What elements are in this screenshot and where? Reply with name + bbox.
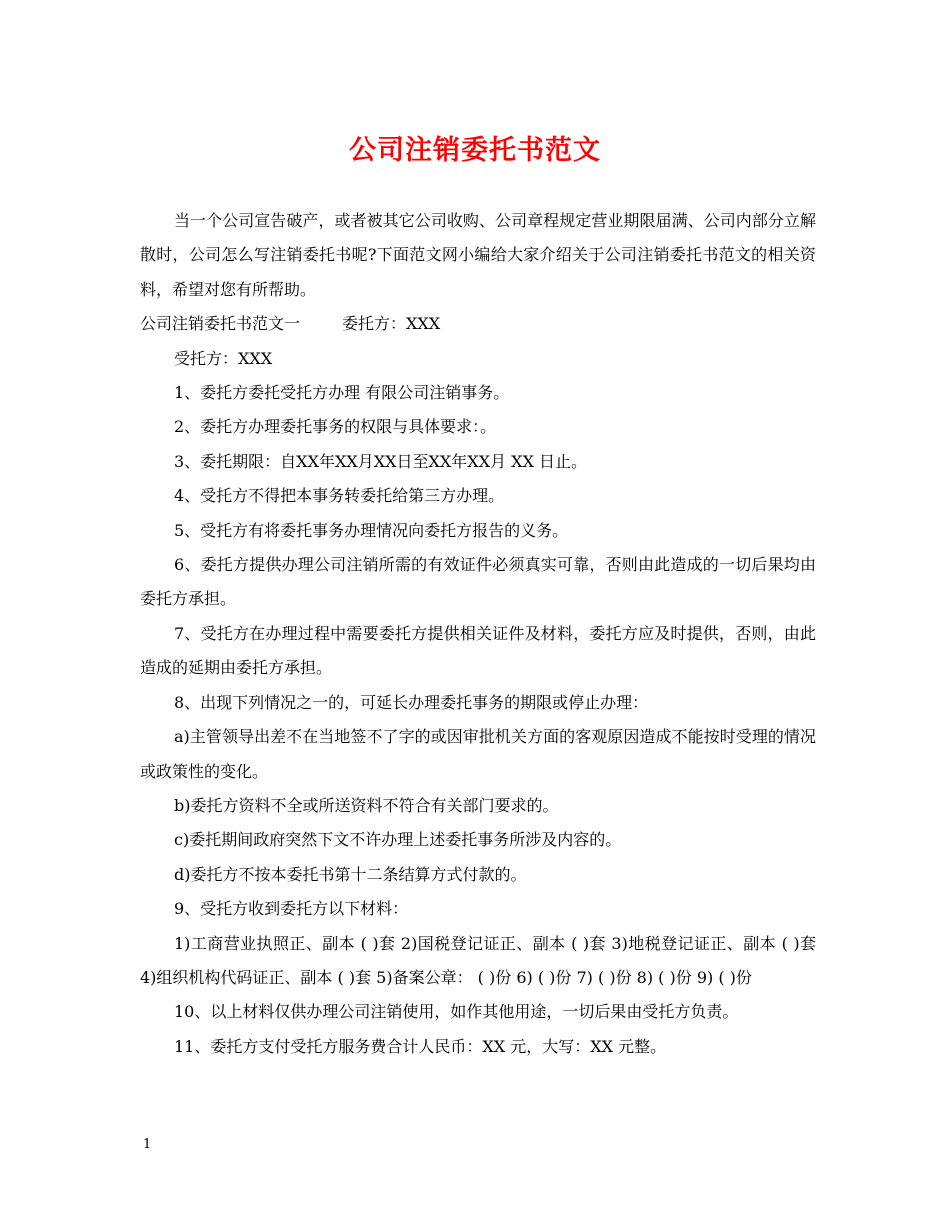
- page-number: 1: [143, 1137, 152, 1152]
- list-item: a)主管领导出差不在当地签不了字的或因审批机关方面的客观原因造成不能按时受理的情况或政策性的变化。: [140, 727, 816, 781]
- list-item: 4、受托方不得把本事务转委托给第三方办理。: [174, 486, 505, 506]
- list-item: b)委托方资料不全或所送资料不符合有关部门要求的。: [174, 795, 559, 815]
- principal-line: 委托方：XXX: [342, 314, 441, 334]
- list-item: 2、委托方办理委托事务的权限与具体要求：。: [174, 417, 497, 437]
- agent-line: 受托方：XXX: [174, 348, 273, 368]
- list-item: 3、委托期限：自XX年XX月XX日至XX年XX月 XX 日止。: [174, 451, 588, 471]
- list-item: 11、委托方支付受托方服务费合计人民币：XX 元，大写：XX 元整。: [174, 1036, 667, 1056]
- section-heading: 公司注销委托书范文一: [140, 314, 301, 334]
- list-item: 5、受托方有将委托事务办理情况向委托方报告的义务。: [174, 520, 569, 540]
- list-item: 1、委托方委托受托方办理 有限公司注销事务。: [174, 383, 510, 403]
- list-item: 9、受托方收到委托方以下材料：: [174, 899, 409, 919]
- list-item: c)委托期间政府突然下文不许办理上述委托事务所涉及内容的。: [174, 830, 622, 850]
- document-body: [140, 204, 816, 1064]
- section-heading-line: [140, 307, 816, 341]
- document-title: 公司注销委托书范文: [349, 135, 601, 166]
- list-item: 7、受托方在办理过程中需要委托方提供相关证件及材料，委托方应及时提供，否则，由此造成的延期由委托方承担。: [140, 623, 816, 678]
- list-item: 1)工商营业执照正、副本 ( )套 2)国税登记证正、副本 ( )套 3)地税登记证正、副本 ( )套 4)组织机构代码证正、副本 ( )套 5)备案公章： ( )份 6) ( )份 7) ( )份 8) ( )份 9) ( )份: [140, 933, 816, 987]
- intro-paragraph: 当一个公司宣告破产，或者被其它公司收购、公司章程规定营业期限届满、公司内部分立解散时，公司怎么写注销委托书呢?下面范文网小编给大家介绍关于公司注销委托书范文的相关资料，希望对您有所帮助。: [140, 211, 816, 299]
- list-item: d)委托方不按本委托书第十二条结算方式付款的。: [174, 864, 527, 884]
- list-item: 10、以上材料仅供办理公司注销使用，如作其他用途，一切后果由受托方负责。: [174, 1002, 739, 1022]
- list-item: 6、委托方提供办理公司注销所需的有效证件必须真实可靠，否则由此造成的一切后果均由委托方承担。: [140, 555, 816, 609]
- list-item: 8、出现下列情况之一的，可延长办理委托事务的期限或停止办理：: [174, 692, 649, 712]
